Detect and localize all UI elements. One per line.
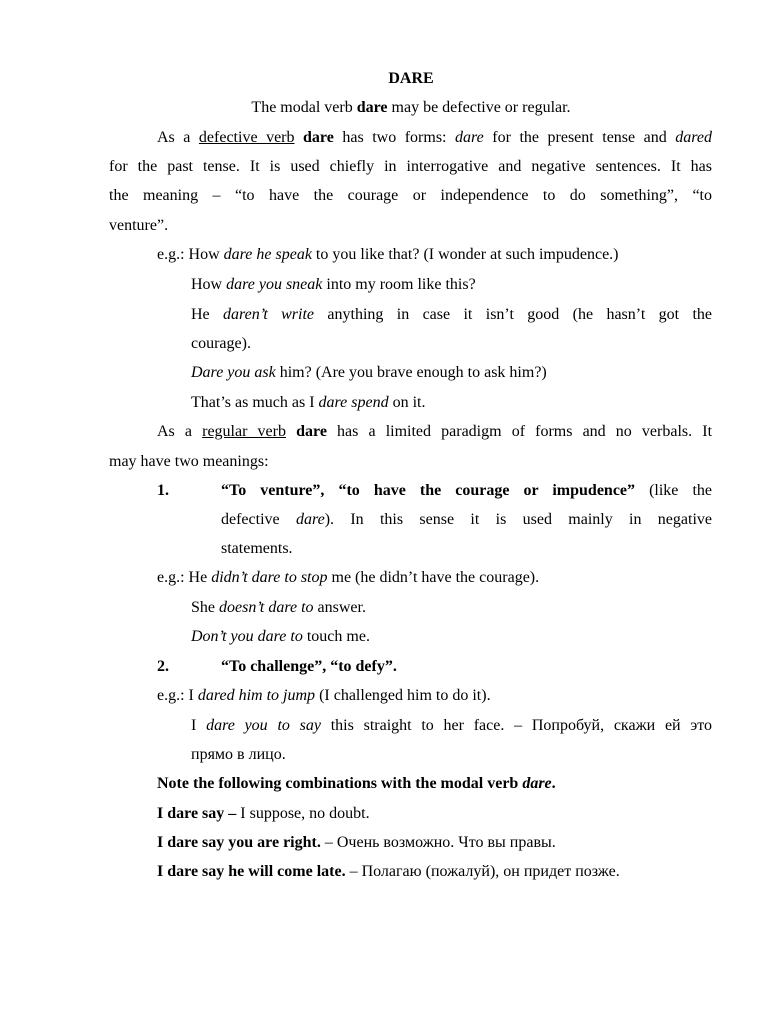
- defective-example-3: He daren’t write anything in case it isn’t good (he hasn’t got the: [191, 306, 713, 323]
- meaning-1-line-2: defective dare). In this sense it is used mainly in negative: [221, 511, 712, 528]
- defective-example-1: e.g.: How dare he speak to you like that? (I wonder at such impudence.): [157, 246, 619, 263]
- meaning-2-number: 2.: [157, 658, 169, 675]
- page-title: DARE: [388, 70, 434, 87]
- regular-example-2: She doesn’t dare to answer.: [191, 599, 366, 616]
- combination-1: I dare say – I suppose, no doubt.: [157, 805, 370, 822]
- defective-example-2: How dare you sneak into my room like this?: [191, 276, 476, 293]
- defective-example-3-cont: courage).: [191, 335, 251, 352]
- regular-example-3: Don’t you dare to touch me.: [191, 628, 370, 645]
- meaning-1-line-1: “To venture”, “to have the courage or impudence” (like the: [221, 482, 712, 499]
- meaning-1-number: 1.: [157, 482, 169, 499]
- defective-line-1: As a defective verb dare has two forms: dare for the present tense and dared: [157, 129, 712, 146]
- regular-example-5: I dare you to say this straight to her face. – Попробуй, скажи ей это: [191, 717, 713, 734]
- defective-line-3: the meaning – “to have the courage or independence to do something”, “to: [109, 187, 712, 204]
- intro-line: The modal verb dare may be defective or regular.: [251, 99, 571, 116]
- combination-3: I dare say he will come late. – Полагаю (пожалуй), он придет позже.: [157, 863, 620, 880]
- defective-example-5: That’s as much as I dare spend on it.: [191, 394, 426, 411]
- defective-example-4: Dare you ask him? (Are you brave enough to ask him?): [191, 364, 547, 381]
- regular-line-2: may have two meanings:: [109, 453, 269, 470]
- note-heading: Note the following combinations with the modal verb dare.: [157, 775, 556, 792]
- combination-2: I dare say you are right. – Очень возможно. Что вы правы.: [157, 834, 556, 851]
- defective-line-2: for the past tense. It is used chiefly in interrogative and negative sentences. It has: [109, 158, 712, 175]
- regular-example-4: e.g.: I dared him to jump (I challenged him to do it).: [157, 687, 491, 704]
- regular-example-1: e.g.: He didn’t dare to stop me (he didn’t have the courage).: [157, 569, 540, 586]
- meaning-2-text: “To challenge”, “to defy”.: [221, 658, 397, 675]
- regular-line-1: As a regular verb dare has a limited paradigm of forms and no verbals. It: [157, 423, 713, 440]
- meaning-1-line-3: statements.: [221, 540, 293, 557]
- regular-example-5-cont: прямо в лицо.: [191, 746, 286, 763]
- defective-line-4: venture”.: [109, 217, 169, 234]
